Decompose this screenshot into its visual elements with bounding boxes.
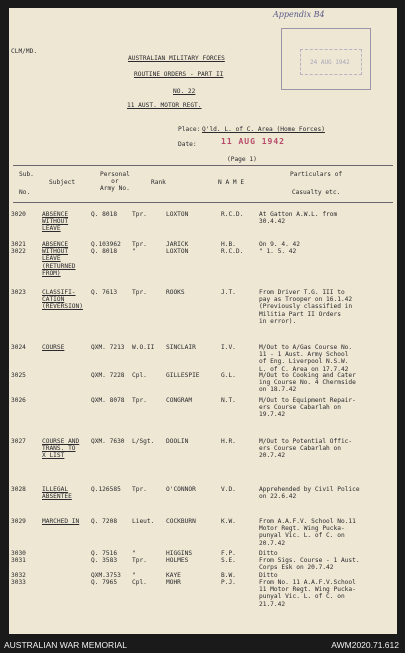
entry-army-number: QXM. 8078 [91,397,125,404]
entry-rank: Tpr. [132,289,147,296]
entry-particulars-line: punyal Vic. L. of C. on [259,532,345,540]
column-personal: Personal or Army No. [100,171,130,192]
entry-number: 3032 [11,572,26,579]
entry-surname: ROOKS [166,289,185,296]
entry-particulars-line: Motor Regt. Wing Pucka- [259,525,345,533]
entry-particulars-line: ers Course Cabarlah on [259,445,341,453]
title-line-2: ROUTINE ORDERS - PART II [134,71,224,78]
column-rank: Rank [151,179,166,186]
entry-army-number: QXM. 7630 [91,438,125,445]
entry-army-number: Q. 8018 [91,211,118,218]
entry-army-number: Q. 8018 [91,248,118,255]
title-line-1: AUSTRALIAN MILITARY FORCES [128,55,225,62]
entry-particulars-line: 20.7.42 [259,452,286,460]
date-label: Date: [178,141,197,148]
header-rule-top [13,165,393,166]
entry-subject-line: LEAVE [42,225,61,233]
entry-rank: Tpr. [132,397,147,404]
entry-particulars-line: 20.7.42 [259,539,286,547]
entry-army-number: QXM. 7228 [91,372,125,379]
entry-initials: G.L. [221,372,236,379]
entry-surname: DOOLIN [166,438,189,445]
entry-initials: J.T. [221,289,236,296]
entry-particulars-line: From No. 11 A.A.F.V.School [259,579,356,586]
entry-particulars-line: punyal Vic. L. of C. on [259,593,345,601]
entry-surname: SINCLAIR [166,344,196,351]
entry-rank: Lieut. [132,518,155,525]
entry-surname: O'CONNOR [166,486,196,493]
entry-surname: LOXTON [166,248,189,255]
entry-subject-line: ABSENTEE [42,493,72,501]
entry-number: 3026 [11,397,26,404]
entry-army-number: QXM.3753 [91,572,121,579]
entry-number: 3024 [11,344,26,351]
entry-initials: R.C.D. [221,211,244,218]
entry-initials: F.P. [221,550,236,557]
header-rule-bottom [13,202,393,203]
entry-particulars-line: M/Out to Potential Offic- [259,438,353,445]
entry-number: 3025 [11,372,26,379]
place-label: Place: [178,126,201,133]
entry-surname: GILLESPIE [166,372,200,379]
entry-number: 3031 [11,557,26,564]
entry-army-number: Q. 3583 [91,557,118,564]
entry-number: 3030 [11,550,26,557]
entry-rank: " [132,550,136,557]
entry-subject-line: MARCHED IN [42,518,80,525]
entry-army-number: Q. 7613 [91,289,118,296]
entry-army-number: Q. 7516 [91,550,118,557]
entry-rank: Cpl. [132,372,147,379]
entry-surname: MOHR [166,579,181,586]
entry-subject-line: TRANS. TO [42,445,76,453]
entry-subject-line: (RETURNED [42,262,76,270]
entry-particulars-line: (Previously classified in [259,303,353,311]
entry-particulars-line: ers Course Cabarlah on [259,404,341,412]
entry-particulars-line: 21.7.42 [259,600,286,608]
entry-particulars-line: on 18.7.42 [259,386,297,394]
entry-rank: Tpr. [132,486,147,493]
appendix-annotation: Appendix B4 [273,10,325,19]
entry-number: 3021 [11,241,26,248]
entry-army-number: Q. 7965 [91,579,118,586]
title-line-3: NO. 22 [173,88,196,95]
entry-initials: S.E. [221,557,236,564]
entry-rank: W.O.II [132,344,155,351]
footer-left: AUSTRALIAN WAR MEMORIAL [4,640,127,650]
entry-particulars-line: 19.7.42 [259,411,286,419]
entry-particulars-line: 11 - 1 Aust. Army School [259,351,349,359]
entry-initials: I.V. [221,344,236,351]
entry-particulars-line: From Sigs. Course - 1 Aust. [259,557,360,564]
entry-initials: K.W. [221,518,236,525]
entry-army-number: Q.103962 [91,241,121,248]
entry-army-number: Q.126585 [91,486,121,493]
page-number: (Page 1) [227,156,257,163]
entry-particulars-line: M/Out to Cooking and Cater [259,372,356,379]
entry-particulars-line: on 22.6.42 [259,493,297,501]
entry-particulars-line: Ditto [259,550,278,557]
entry-particulars-line: L. of C. Area on 17.7.42 [259,365,349,373]
entry-rank: Tpr. [132,557,147,564]
entry-initials: B.W. [221,572,236,579]
date-stamp: 11 AUG 1942 [221,137,285,146]
entry-subject-line: CATION [42,296,65,304]
entry-surname: HIGGINS [166,550,193,557]
received-stamp [281,28,371,90]
entry-army-number: QXM. 7213 [91,344,125,351]
column-name: N A M E [218,179,245,186]
document-page [9,8,397,634]
entry-particulars-line: Corps Esk on 20.7.42 [259,564,334,572]
entry-number: 3022 [11,248,26,255]
entry-particulars-line: pay as Trooper on 16.1.42 [259,296,353,304]
entry-rank: Tpr. [132,211,147,218]
entry-particulars-line: 30.4.42 [259,218,286,226]
entry-particulars-line: At Gatton A.W.L. from [259,211,338,218]
column-particulars: Particulars of Casualty etc. [290,171,343,196]
entry-rank: " [132,572,136,579]
entry-particulars-line: 11 Motor Regt. Wing Pucka- [259,586,356,594]
entry-rank: Tpr. [132,241,147,248]
entry-particulars-line: Ditto [259,572,278,579]
entry-particulars-line: M/Out to Equipment Repair- [259,397,356,404]
reference-code: CLM/MD. [11,48,38,55]
column-sub-no: Sub. No. [19,171,34,196]
entry-number: 3033 [11,579,26,586]
entry-subject-line: CLASSIFI- [42,289,76,296]
entry-subject-line: ABSENCE [42,211,69,218]
entry-particulars-line: Apprehended by Civil Police [259,486,360,493]
entry-subject-line: WITHOUT [42,248,69,256]
entry-initials: V.D. [221,486,236,493]
entry-surname: CONGRAM [166,397,193,404]
entry-number: 3027 [11,438,26,445]
entry-particulars-line: of Eng. Liverpool N.S.W. [259,358,349,366]
entry-subject-line: COURSE [42,344,65,351]
place-value: Q'ld. L. of C. Area (Home Forces) [202,126,325,133]
entry-particulars-line: Militia Part II Orders [259,310,341,318]
entry-subject-line: COURSE AND [42,438,80,445]
entry-particulars-line: in error). [259,317,297,325]
entry-surname: JARICK [166,241,189,248]
entry-surname: LOXTON [166,211,189,218]
entry-particulars-line: ing Course No. 4 Chermside [259,379,356,387]
entry-subject-line: FROM) [42,269,61,277]
footer-right: AWM2020.71.612 [331,640,399,650]
entry-subject-line: (REVERSION) [42,303,83,311]
entry-rank: L/Sgt. [132,438,155,445]
column-subject: Subject [49,179,76,186]
entry-surname: COCKBURN [166,518,196,525]
entry-initials: R.C.D. [221,248,244,255]
entry-subject-line: ABSENCE [42,241,69,248]
entry-subject-line: WITHOUT [42,218,69,226]
entry-army-number: Q. 7208 [91,518,118,525]
entry-initials: P.J. [221,579,236,586]
entry-number: 3029 [11,518,26,525]
entry-number: 3020 [11,211,26,218]
entry-number: 3023 [11,289,26,296]
entry-particulars-line: " 1. 5. 42 [259,248,297,255]
title-line-4: 11 AUST. MOTOR REGT. [127,102,202,109]
entry-surname: KAYE [166,572,181,579]
entry-surname: HOLMES [166,557,189,564]
entry-number: 3028 [11,486,26,493]
entry-subject-line: ILLEGAL [42,486,69,493]
entry-particulars-line: On 9. 4. 42 [259,241,300,248]
entry-rank: " [132,248,136,255]
entry-subject-line: LEAVE [42,255,61,263]
entry-rank: Cpl. [132,579,147,586]
entry-particulars-line: From Driver T.G. III to [259,289,345,296]
entry-initials: H.B. [221,241,236,248]
entry-particulars-line: From A.A.F.V. School No.11 [259,518,356,525]
entry-initials: N.T. [221,397,236,404]
entry-particulars-line: M/Out to A/Gas Course No. [259,344,353,351]
received-stamp-date: 24 AUG 1942 [310,59,350,66]
entry-initials: H.R. [221,438,236,445]
entry-subject-line: X LIST [42,452,65,460]
